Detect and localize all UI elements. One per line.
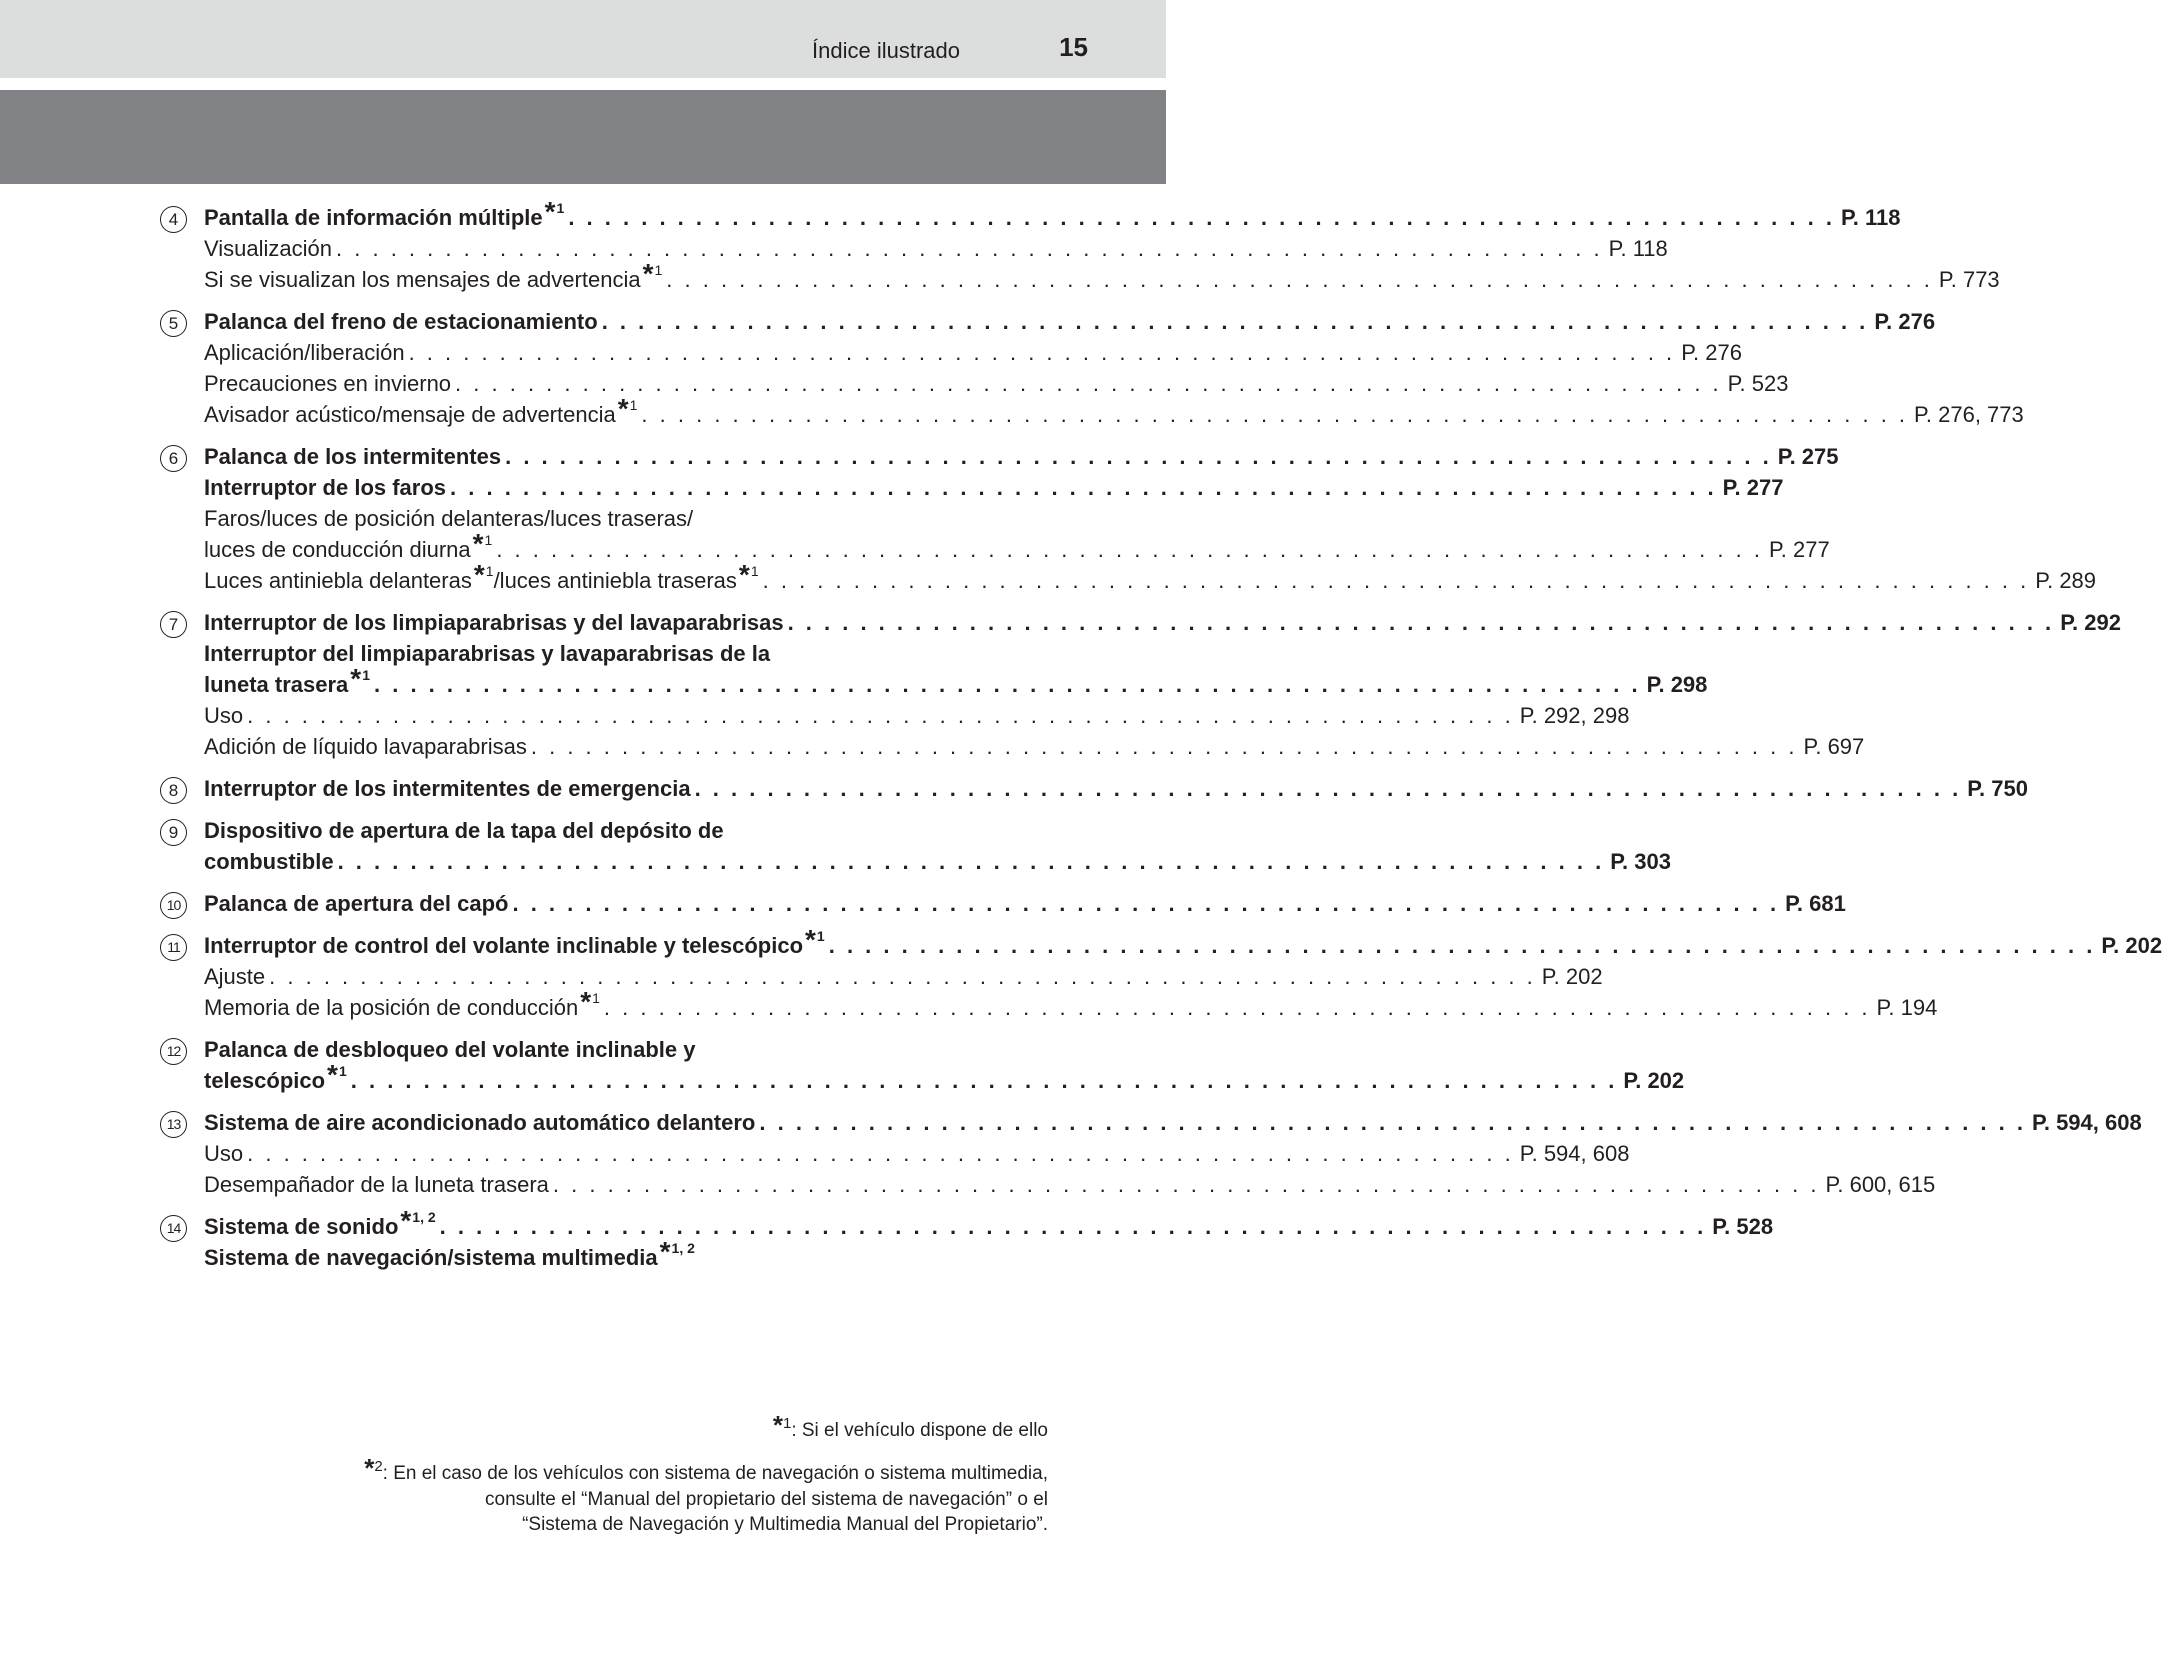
footnote-2: [288, 1453, 1048, 1537]
dot-leader: . . . . . . . . . . . . . . . . . . . . . . . . . . . . . . . . . . . . . . . . . . . . . . . . . . . . . . . . . . . . . . . . . . . . . .: [350, 1068, 1618, 1093]
footnotes: [288, 1410, 1048, 1537]
index-entry: [160, 924, 2162, 1021]
dot-leader: . . . . . . . . . . . . . . . . . . . . . . . . . . . . . . . . . . . . . . . . . . . . . . . . . . . . . . . . . . . . . . . . . . . . . .: [694, 776, 1962, 801]
entry-label: [204, 340, 405, 366]
entry-label: [204, 663, 370, 698]
footnote-2-label: 2: [374, 1458, 383, 1475]
page-reference[interactable]: P. 681: [1785, 891, 1846, 916]
page-reference[interactable]: P. 292, 298: [1519, 703, 1630, 728]
dot-leader: . . . . . . . . . . . . . . . . . . . . . . . . . . . . . . . . . . . . . . . . . . . . . . . . . . . . . . . . . . . . . . . . . . . . . .: [787, 610, 2055, 635]
dot-leader: . . . . . . . . . . . . . . . . . . . . . . . . . . . . . . . . . . . . . . . . . . . . . . . . . . . . . . . . . . . . . . . . . . . . . .: [269, 964, 1536, 989]
dot-leader: . . . . . . . . . . . . . . . . . . . . . . . . . . . . . . . . . . . . . . . . . . . . . . . . . . . . . . . . . . . . . . . . . . . . . .: [374, 672, 1641, 697]
entry-label: [204, 528, 493, 563]
page-reference[interactable]: P. 276, 773: [1914, 402, 2024, 427]
dot-leader: . . . . . . . . . . . . . . . . . . . . . . . . . . . . . . . . . . . . . . . . . . . . . . . . . . . . . . . . . . . . . . . . . . . . . .: [505, 444, 1772, 469]
footnote-ref: 1: [816, 928, 825, 944]
index-line-link[interactable]: [204, 663, 1708, 698]
index-line-link[interactable]: [204, 886, 1846, 917]
circled-number-icon: 11: [160, 934, 187, 961]
index-line-link[interactable]: [204, 231, 1668, 262]
entry-label: [204, 641, 770, 667]
circled-number-icon: 13: [160, 1111, 187, 1138]
dot-leader: . . . . . . . . . . . . . . . . . . . . . . . . . . . . . . . . . . . . . . . . . . . . . . . . . . . . . . . . . . . . . . . . . . . . . .: [568, 205, 1835, 230]
circled-number-icon: 5: [160, 310, 187, 337]
entry-text: Interruptor de los limpiaparabrisas y del lavaparabrisas: [204, 610, 784, 635]
dot-leader: . . . . . . . . . . . . . . . . . . . . . . . . . . . . . . . . . . . . . . . . . . . . . . . . . . . . . . . . . . . . . . . . . . . . . .: [247, 703, 1514, 728]
entry-text: Ajuste: [204, 964, 266, 989]
asterisk-icon: *: [327, 1059, 338, 1090]
dot-leader: . . . . . . . . . . . . . . . . . . . . . . . . . . . . . . . . . . . . . . . . . . . . . . . . . . . . . . . . . . . . . . . . . . . . . .: [408, 340, 1676, 365]
index-entry: [160, 1032, 1685, 1094]
entry-label: [204, 1172, 549, 1198]
entry-label: [204, 258, 663, 293]
footnote-ref: 1, 2: [412, 1209, 436, 1225]
entry-text: Sistema de navegación/sistema multimedia: [204, 1245, 658, 1270]
footnote-1: [288, 1410, 1048, 1444]
index-line-link[interactable]: [204, 844, 1671, 875]
dot-leader: . . . . . . . . . . . . . . . . . . . . . . . . . . . . . . . . . . . . . . . . . . . . . . . . . . . . . . . . . . . . . . . . . . . . . .: [496, 537, 1763, 562]
asterisk-icon: *: [473, 559, 485, 590]
asterisk-icon: *: [350, 663, 362, 694]
index-entries: [160, 196, 2162, 1282]
entry-label: [204, 1236, 695, 1271]
footnote-ref: 1: [556, 200, 565, 216]
page-reference[interactable]: P. 697: [1803, 734, 1865, 759]
page-reference[interactable]: P. 523: [1727, 371, 1789, 396]
footnote-2-line-3: “Sistema de Navegación y Multimedia Manual del Propietario”.: [522, 1514, 1048, 1535]
index-line-link[interactable]: [204, 470, 1784, 501]
entry-text: Palanca del freno de estacionamiento: [204, 309, 598, 334]
footnote-ref: 1: [338, 1063, 347, 1079]
entry-label: [204, 703, 243, 729]
entry-label: [204, 371, 451, 397]
index-line: [204, 501, 1000, 532]
page-reference[interactable]: P. 528: [1712, 1214, 1774, 1239]
dot-leader: . . . . . . . . . . . . . . . . . . . . . . . . . . . . . . . . . . . . . . . . . . . . . . . . . . . . . . . . . . . . . . . . . . . . . .: [641, 402, 1909, 427]
entry-label: [204, 393, 638, 428]
dot-leader: . . . . . . . . . . . . . . . . . . . . . . . . . . . . . . . . . . . . . . . . . . . . . . . . . . . . . . . . . . . . . . . . . . . . . .: [552, 1172, 1820, 1197]
page-number: 15: [1059, 32, 1088, 62]
index-entry: [160, 304, 2024, 428]
index-entry: [160, 771, 2028, 802]
dot-leader: . . . . . . . . . . . . . . . . . . . . . . . . . . . . . . . . . . . . . . . . . . . . . . . . . . . . . . . . . . . . . . . . . . . . . .: [762, 568, 2030, 593]
gray-banner: [0, 90, 1166, 184]
footnote-ref: 1: [654, 262, 663, 278]
page-reference[interactable]: P. 276: [1874, 309, 1936, 334]
index-line-link[interactable]: [204, 393, 2024, 428]
circled-number-icon: 4: [160, 206, 187, 233]
circled-number-icon: 6: [160, 445, 187, 472]
entry-text: luces de conducción diurna: [204, 537, 471, 562]
index-line-link[interactable]: [204, 959, 1603, 990]
footnote-1-text: : Si el vehículo dispone de ello: [791, 1420, 1048, 1441]
asterisk-icon: *: [659, 1236, 671, 1267]
page-reference[interactable]: P. 275: [1777, 444, 1839, 469]
entry-text: Memoria de la posición de conducción: [204, 995, 579, 1020]
asterisk-icon: *: [642, 258, 654, 289]
page-reference[interactable]: P. 276: [1681, 340, 1742, 365]
asterisk-icon: *: [400, 1205, 412, 1236]
index-line-link[interactable]: [204, 1205, 1774, 1240]
dot-leader: . . . . . . . . . . . . . . . . . . . . . . . . . . . . . . . . . . . . . . . . . . . . . . . . . . . . . . . . . . . . . . . . . . . . . .: [455, 371, 1722, 396]
page-reference[interactable]: P. 202: [2101, 933, 2162, 958]
index-entry: [160, 196, 2000, 293]
asterisk-icon: *: [772, 1410, 783, 1440]
footnote-ref: 1, 2: [671, 1240, 695, 1256]
entry-label: [204, 776, 691, 802]
index-line-link[interactable]: [204, 924, 2162, 959]
index-entry: [160, 886, 1846, 917]
index-line-link[interactable]: [204, 1167, 1936, 1198]
entry-label: [204, 236, 332, 262]
circled-number-icon: 7: [160, 611, 187, 638]
header-divider: [0, 78, 1166, 90]
entry-text: Uso: [204, 1141, 244, 1166]
entry-label: [204, 849, 334, 875]
entry-text: Aplicación/liberación: [204, 340, 405, 365]
index-line-link[interactable]: [204, 605, 2121, 636]
entry-label: [204, 986, 600, 1021]
index-line: [204, 1032, 1000, 1063]
entry-text: Visualización: [204, 236, 333, 261]
circled-number-icon: 8: [160, 777, 187, 804]
page-reference[interactable]: P. 298: [1646, 672, 1708, 697]
entry-label: [204, 1141, 243, 1167]
dot-leader: . . . . . . . . . . . . . . . . . . . . . . . . . . . . . . . . . . . . . . . . . . . . . . . . . . . . . . . . . . . . . . . . . . . . . .: [336, 236, 1603, 261]
circled-number-icon: 12: [160, 1038, 187, 1065]
entry-text: Sistema de aire acondicionado automático delantero: [204, 1110, 756, 1135]
index-entry: [160, 1205, 1774, 1271]
asterisk-icon: *: [472, 528, 484, 559]
entry-label: [204, 964, 265, 990]
entry-text: Dispositivo de apertura de la tapa del depósito de: [204, 818, 724, 843]
page-reference[interactable]: P. 773: [1938, 267, 2000, 292]
footnote-ref: 1: [485, 563, 494, 579]
index-entry: [160, 439, 2097, 594]
page-reference[interactable]: P. 750: [1967, 776, 2028, 801]
index-line-link[interactable]: [204, 1059, 1685, 1094]
entry-label: [204, 891, 508, 917]
entry-text: Palanca de los intermitentes: [204, 444, 502, 469]
index-line-link[interactable]: [204, 439, 1839, 470]
entry-text: Avisador acústico/mensaje de advertencia: [204, 402, 616, 427]
index-line-link[interactable]: [204, 258, 2000, 293]
entry-text: Interruptor de control del volante inclinable y telescópico: [204, 933, 804, 958]
index-line-link[interactable]: [204, 335, 1742, 366]
entry-text: Faros/luces de posición delanteras/luces traseras/: [204, 506, 694, 531]
entry-label: [204, 1059, 347, 1094]
entry-text: Pantalla de información múltiple: [204, 205, 543, 230]
circled-number-icon: 9: [160, 819, 187, 846]
dot-leader: . . . . . . . . . . . . . . . . . . . . . . . . . . . . . . . . . . . . . . . . . . . . . . . . . . . . . . . . . . . . . . . . . . . . . .: [603, 995, 1871, 1020]
dot-leader: . . . . . . . . . . . . . . . . . . . . . . . . . . . . . . . . . . . . . . . . . . . . . . . . . . . . . . . . . . . . . . . . . . . . . .: [337, 849, 1605, 874]
entry-text: Palanca de apertura del capó: [204, 891, 509, 916]
index-line-link[interactable]: [204, 729, 1865, 760]
entry-label: [204, 924, 825, 959]
entry-text-continued: /luces antiniebla traseras: [493, 568, 737, 593]
asterisk-icon: *: [738, 559, 750, 590]
entry-text: telescópico: [204, 1068, 326, 1093]
asterisk-icon: *: [364, 1453, 375, 1483]
index-line-link[interactable]: [204, 771, 2028, 802]
entry-label: [204, 818, 724, 844]
index-line: [204, 636, 1000, 667]
footnote-ref: 1: [484, 532, 493, 548]
page-reference[interactable]: P. 594, 608: [2032, 1110, 2142, 1135]
entry-text: Uso: [204, 703, 244, 728]
entry-text: Luces antiniebla delanteras: [204, 568, 472, 593]
dot-leader: . . . . . . . . . . . . . . . . . . . . . . . . . . . . . . . . . . . . . . . . . . . . . . . . . . . . . . . . . . . . . . . . . . . . . .: [666, 267, 1933, 292]
index-line-link[interactable]: [204, 1105, 2142, 1136]
page-reference[interactable]: P. 202: [1623, 1068, 1685, 1093]
entry-label: [204, 444, 501, 470]
entry-text: luneta trasera: [204, 672, 349, 697]
index-line-link[interactable]: [204, 559, 2097, 594]
index-line-link[interactable]: [204, 986, 1938, 1021]
footnote-ref: 1: [592, 990, 600, 1006]
entry-text: Interruptor del limpiaparabrisas y lavaparabrisas de la: [204, 641, 771, 666]
entry-label: [204, 475, 446, 501]
entry-label: [204, 734, 527, 760]
entry-label: [204, 1110, 755, 1136]
footnote-ref: 1: [750, 563, 759, 579]
entry-text: combustible: [204, 849, 334, 874]
dot-leader: . . . . . . . . . . . . . . . . . . . . . . . . . . . . . . . . . . . . . . . . . . . . . . . . . . . . . . . . . . . . . . . . . . . . . .: [439, 1214, 1707, 1239]
page-reference[interactable]: P. 600, 615: [1825, 1172, 1936, 1197]
entry-text: Si se visualizan los mensajes de advertencia: [204, 267, 641, 292]
dot-leader: . . . . . . . . . . . . . . . . . . . . . . . . . . . . . . . . . . . . . . . . . . . . . . . . . . . . . . . . . . . . . . . . . . . . . .: [530, 734, 1798, 759]
dot-leader: . . . . . . . . . . . . . . . . . . . . . . . . . . . . . . . . . . . . . . . . . . . . . . . . . . . . . . . . . . . . . . . . . . . . . .: [512, 891, 1780, 916]
entry-label: [204, 506, 693, 532]
index-entry: [160, 813, 1671, 875]
entry-text: Palanca de desbloqueo del volante inclinable y: [204, 1037, 696, 1062]
dot-leader: . . . . . . . . . . . . . . . . . . . . . . . . . . . . . . . . . . . . . . . . . . . . . . . . . . . . . . . . . . . . . . . . . . . . . .: [759, 1110, 2026, 1135]
page-reference[interactable]: P. 202: [1541, 964, 1603, 989]
entry-label: [204, 610, 784, 636]
index-entry: [160, 605, 2121, 760]
entry-label: [204, 1205, 436, 1240]
entry-label: [204, 1037, 695, 1063]
asterisk-icon: *: [544, 196, 556, 227]
entry-text: Sistema de sonido: [204, 1214, 399, 1239]
page-reference[interactable]: P. 118: [1608, 236, 1668, 261]
entry-text: Desempañador de la luneta trasera: [204, 1172, 549, 1197]
entry-label: [204, 196, 565, 231]
footnote-1-label: 1: [782, 1415, 792, 1432]
index-line-link[interactable]: [204, 196, 1901, 231]
dot-leader: . . . . . . . . . . . . . . . . . . . . . . . . . . . . . . . . . . . . . . . . . . . . . . . . . . . . . . . . . . . . . . . . . . . . . .: [247, 1141, 1514, 1166]
page-reference[interactable]: P. 292: [2060, 610, 2121, 635]
page-reference[interactable]: P. 277: [1768, 537, 1830, 562]
entry-text: Precauciones en invierno: [204, 371, 452, 396]
entry-text: Interruptor de los faros: [204, 475, 447, 500]
index-line-link[interactable]: [204, 366, 1789, 397]
circled-number-icon: 14: [160, 1215, 187, 1242]
index-line-link[interactable]: [204, 528, 1830, 563]
footnote-ref: 1: [362, 667, 370, 683]
index-line: [204, 813, 1000, 844]
page-reference[interactable]: P. 118: [1840, 205, 1901, 230]
index-line: [204, 1236, 1000, 1271]
asterisk-icon: *: [617, 393, 629, 424]
asterisk-icon: *: [805, 924, 816, 955]
index-line-link[interactable]: [204, 304, 1936, 335]
section-title: Índice ilustrado: [812, 38, 960, 63]
footnote-2-line-2: consulte el “Manual del propietario del sistema de navegación” o el: [485, 1489, 1048, 1510]
index-line-link[interactable]: [204, 1136, 1630, 1167]
entry-text: Interruptor de los intermitentes de emergencia: [204, 776, 691, 801]
entry-text: Adición de líquido lavaparabrisas: [204, 734, 527, 759]
index-entry: [160, 1105, 2142, 1198]
header-bar: [0, 0, 1166, 78]
entry-label: [204, 559, 759, 594]
page-reference[interactable]: P. 289: [2035, 568, 2097, 593]
page-reference[interactable]: P. 277: [1722, 475, 1784, 500]
circled-number-icon: 10: [160, 892, 187, 919]
footnote-2-line-1: : En el caso de los vehículos con sistema de navegación o sistema multimedia,: [382, 1463, 1048, 1484]
footnote-ref: 1: [629, 397, 638, 413]
dot-leader: . . . . . . . . . . . . . . . . . . . . . . . . . . . . . . . . . . . . . . . . . . . . . . . . . . . . . . . . . . . . . . . . . . . . . .: [828, 933, 2096, 958]
asterisk-icon: *: [580, 986, 592, 1017]
dot-leader: . . . . . . . . . . . . . . . . . . . . . . . . . . . . . . . . . . . . . . . . . . . . . . . . . . . . . . . . . . . . . . . . . . . . . .: [450, 475, 1717, 500]
dot-leader: . . . . . . . . . . . . . . . . . . . . . . . . . . . . . . . . . . . . . . . . . . . . . . . . . . . . . . . . . . . . . . . . . . . . . .: [601, 309, 1869, 334]
page-reference[interactable]: P. 303: [1610, 849, 1671, 874]
entry-label: [204, 309, 598, 335]
page-reference[interactable]: P. 594, 608: [1519, 1141, 1630, 1166]
page-reference[interactable]: P. 194: [1876, 995, 1938, 1020]
index-line-link[interactable]: [204, 698, 1630, 729]
